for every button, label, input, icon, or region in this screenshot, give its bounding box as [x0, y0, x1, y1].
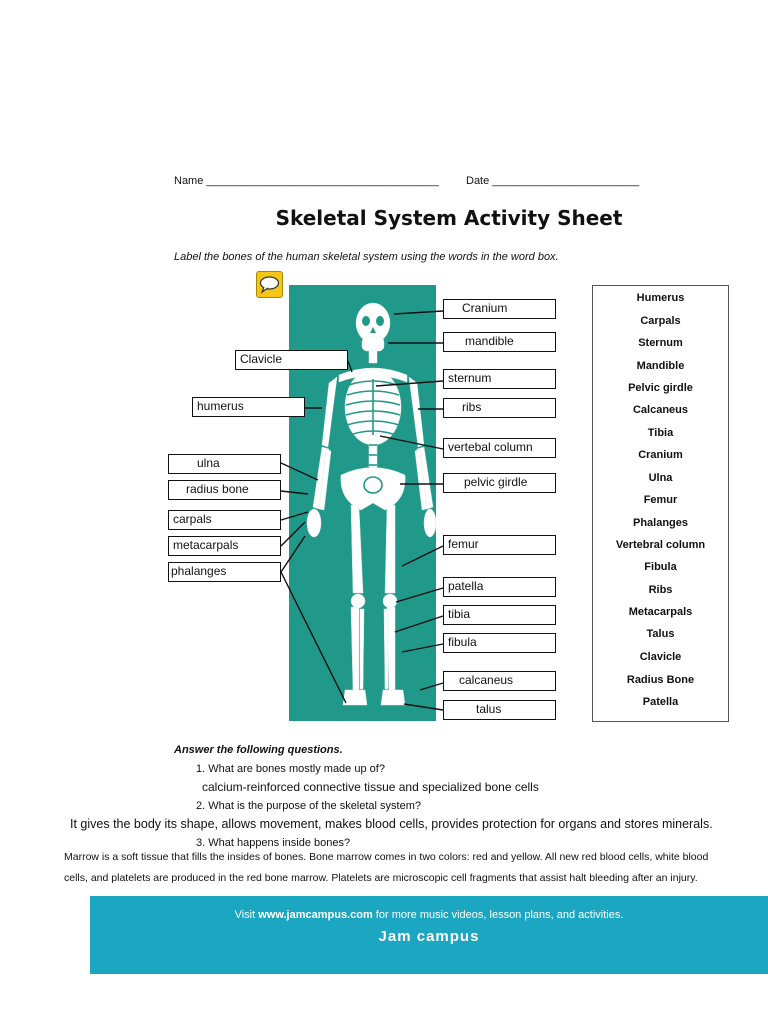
- label-phalanges[interactable]: phalanges: [168, 562, 281, 582]
- label-talus[interactable]: talus: [443, 700, 556, 720]
- word-box-item: Femur: [643, 494, 678, 506]
- word-box-item: Humerus: [636, 292, 685, 304]
- word-box-item: Ulna: [648, 472, 673, 484]
- questions-heading: Answer the following questions.: [174, 744, 343, 756]
- question-3: 3. What happens inside bones?: [196, 837, 351, 849]
- answer-2[interactable]: It gives the body its shape, allows movement, makes blood cells, provides protection for organs and stores minerals.: [70, 817, 713, 831]
- date-field-label: Date ________________________: [466, 175, 640, 187]
- name-field-label: Name ______________________________________: [174, 175, 439, 187]
- label-vertebral-column[interactable]: vertebal column: [443, 438, 556, 458]
- label-ulna[interactable]: ulna: [168, 454, 281, 474]
- word-box-item: Fibula: [644, 561, 677, 573]
- label-femur[interactable]: femur: [443, 535, 556, 555]
- label-carpals[interactable]: carpals: [168, 510, 281, 530]
- footer-visit-suffix: for more music videos, lesson plans, and activities.: [372, 909, 624, 921]
- question-2: 2. What is the purpose of the skeletal system?: [196, 800, 422, 812]
- label-clavicle[interactable]: Clavicle: [235, 350, 348, 370]
- footer-visit-text: [90, 909, 768, 921]
- label-pelvic-girdle[interactable]: pelvic girdle: [443, 473, 556, 493]
- label-humerus[interactable]: humerus: [192, 397, 305, 417]
- footer-banner: [90, 896, 768, 974]
- label-ribs[interactable]: ribs: [443, 398, 556, 418]
- footer-website-link[interactable]: www.jamcampus.com: [258, 909, 373, 921]
- footer-visit-prefix: Visit: [234, 909, 259, 921]
- word-box-item: Cranium: [638, 449, 683, 461]
- label-metacarpals[interactable]: metacarpals: [168, 536, 281, 556]
- answer-1[interactable]: calcium-reinforced connective tissue and specialized bone cells: [202, 780, 539, 794]
- word-box-item: Sternum: [638, 337, 683, 349]
- word-box-item: Talus: [646, 628, 675, 640]
- word-box-item: Pelvic girdle: [628, 382, 693, 394]
- answer-3-line-2[interactable]: cells, and platelets are produced in the red bone marrow. Platelets are microscopic cell fragments that assist halt bleeding after an injury.: [64, 872, 698, 884]
- label-calcaneus[interactable]: calcaneus: [443, 671, 556, 691]
- question-1: 1. What are bones mostly made up of?: [196, 763, 385, 775]
- word-box-item: Carpals: [640, 315, 681, 327]
- label-tibia[interactable]: tibia: [443, 605, 556, 625]
- label-radius-bone[interactable]: radius bone: [168, 480, 281, 500]
- word-box-item: Vertebral column: [615, 539, 706, 551]
- word-box-item: Phalanges: [632, 517, 689, 529]
- word-box-item: Tibia: [647, 427, 674, 439]
- footer-brand-logo: Jam campus: [378, 928, 480, 945]
- label-sternum[interactable]: sternum: [443, 369, 556, 389]
- word-box-item: Clavicle: [639, 651, 682, 663]
- word-box-item: Ribs: [648, 584, 673, 596]
- label-fibula[interactable]: fibula: [443, 633, 556, 653]
- word-box-item: Mandible: [636, 360, 685, 372]
- label-mandible[interactable]: mandible: [443, 332, 556, 352]
- answer-3-line-1[interactable]: Marrow is a soft tissue that fills the insides of bones. Bone marrow comes in two colors: red and yellow. All new red blood cells, white blood: [64, 851, 709, 863]
- word-box-item: Radius Bone: [626, 674, 695, 686]
- instructions: Label the bones of the human skeletal system using the words in the word box.: [174, 251, 559, 263]
- label-cranium[interactable]: Cranium: [443, 299, 556, 319]
- word-box-item: Metacarpals: [628, 606, 693, 618]
- word-box-item: Patella: [642, 696, 679, 708]
- page-title: Skeletal System Activity Sheet: [275, 206, 623, 230]
- label-patella[interactable]: patella: [443, 577, 556, 597]
- word-box-item: Calcaneus: [632, 404, 689, 416]
